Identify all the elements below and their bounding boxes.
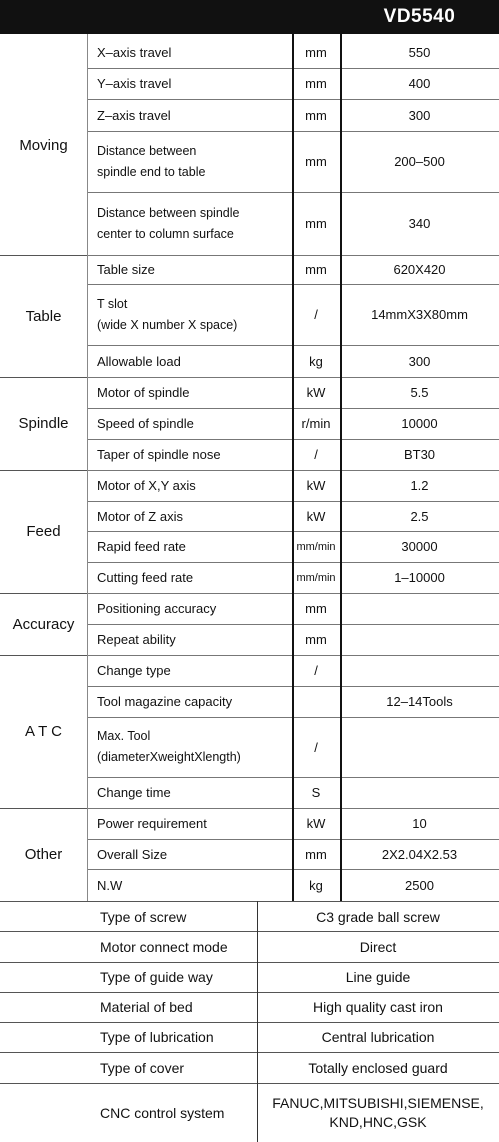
spec-unit <box>292 686 340 717</box>
spec-unit: kW <box>306 816 326 831</box>
spec-value: 2.5 <box>410 508 429 524</box>
spec-value <box>340 624 499 655</box>
feature-value: Line guide <box>345 969 411 985</box>
column-divider <box>87 34 88 901</box>
column-divider <box>292 34 294 901</box>
feature-value: Central lubrication <box>321 1029 435 1045</box>
feature-label: Motor connect mode <box>100 938 228 955</box>
spec-item: Positioning accuracy <box>97 601 217 616</box>
spec-unit: mm <box>305 632 327 647</box>
spec-unit: r/min <box>301 416 331 431</box>
spec-item: Motor of spindle <box>97 385 190 400</box>
spec-item: Tool magazine capacity <box>97 694 233 709</box>
spec-item: Speed of spindle <box>97 416 194 431</box>
feature-value: C3 grade ball screw <box>316 908 440 925</box>
spec-unit: mm/min <box>296 540 336 553</box>
spec-item: Allowable load <box>97 353 181 369</box>
spec-unit: mm <box>305 44 327 60</box>
spec-item: Distance between spindle center to column surface <box>97 205 240 241</box>
spec-unit: kW <box>306 478 326 493</box>
spec-item: Cutting feed rate <box>97 570 194 585</box>
spec-value: 10000 <box>401 416 438 431</box>
group-label: Accuracy <box>12 615 75 633</box>
feature-value: High quality cast iron <box>313 999 443 1015</box>
spec-item: T slot (wide X number X space) <box>97 296 238 332</box>
spec-value: 300 <box>408 353 431 369</box>
spec-item: Power requirement <box>97 816 207 831</box>
spec-unit: / <box>314 307 318 322</box>
spec-unit: kg <box>309 353 323 369</box>
feature-value: FANUC,MITSUBISHI,SIEMENSE, KND,HNC,GSK <box>272 1094 484 1130</box>
spec-unit: mm <box>305 154 327 169</box>
spec-item: N.W <box>97 877 123 893</box>
feature-label: Type of screw <box>100 908 187 925</box>
spec-unit: kW <box>306 385 326 400</box>
spec-item: Z–axis travel <box>97 107 171 123</box>
feature-label: CNC control system <box>100 1104 225 1121</box>
spec-value: 1–10000 <box>394 570 445 585</box>
spec-unit: mm <box>305 76 327 91</box>
spec-unit: mm <box>305 107 327 123</box>
spec-value: 2X2.04X2.53 <box>381 846 458 862</box>
group-label: A T C <box>25 723 62 740</box>
group-label: Feed <box>26 523 61 540</box>
spec-item: Max. Tool (diameterXweightXlength) <box>97 729 241 764</box>
spec-unit: / <box>314 447 318 462</box>
feature-label: Type of guide way <box>100 969 213 985</box>
spec-item: Change time <box>97 785 171 800</box>
feature-label: Type of lubrication <box>100 1029 214 1045</box>
spec-item: X–axis travel <box>97 44 172 60</box>
spec-value: 340 <box>408 216 431 231</box>
spec-item: Motor of Z axis <box>97 508 183 524</box>
spec-value: 550 <box>408 44 431 60</box>
spec-value: 2500 <box>405 877 434 893</box>
spec-unit: mm <box>305 262 327 277</box>
spec-item: Motor of X,Y axis <box>97 478 196 493</box>
spec-value: 14mmX3X80mm <box>371 307 468 322</box>
spec-value <box>340 655 499 686</box>
spec-item: Overall Size <box>97 846 168 862</box>
spec-value: BT30 <box>403 447 436 462</box>
spec-unit: mm <box>305 216 327 231</box>
spec-value: 10 <box>412 816 427 831</box>
feature-value: Direct <box>359 938 397 955</box>
spec-value: 12–14Tools <box>386 694 453 709</box>
spec-value: 300 <box>408 107 431 123</box>
model-name: VD5540 <box>383 6 456 27</box>
spec-value <box>340 717 499 777</box>
spec-item: Repeat ability <box>97 632 176 647</box>
spec-value: 200–500 <box>394 154 445 169</box>
spec-value <box>340 593 499 624</box>
spec-value <box>340 777 499 808</box>
group-label: Moving <box>19 137 68 154</box>
spec-unit: / <box>314 739 318 755</box>
spec-item: Change type <box>97 663 171 678</box>
column-divider <box>340 34 342 901</box>
group-label: Spindle <box>18 415 69 432</box>
spec-unit: S <box>311 785 321 800</box>
spec-item: Rapid feed rate <box>97 539 186 554</box>
spec-unit: mm <box>305 601 327 616</box>
spec-value: 1.2 <box>410 478 429 493</box>
spec-item: Y–axis travel <box>97 76 172 91</box>
spec-unit: kW <box>306 508 326 524</box>
group-label: Other <box>24 846 63 863</box>
spec-unit: mm/min <box>296 571 336 584</box>
column-divider <box>257 901 258 1142</box>
table-header <box>0 0 499 34</box>
spec-value: 620X420 <box>393 262 446 277</box>
feature-label: Material of bed <box>100 999 193 1015</box>
spec-item: Distance between spindle end to table <box>97 143 206 179</box>
spec-unit: kg <box>309 877 323 893</box>
spec-value: 30000 <box>401 539 438 554</box>
spec-item: Taper of spindle nose <box>97 447 221 462</box>
spec-unit: mm <box>305 846 327 862</box>
spec-value: 400 <box>408 76 431 91</box>
spec-item: Table size <box>97 262 155 277</box>
spec-value: 5.5 <box>410 385 429 400</box>
group-label: Table <box>25 307 62 325</box>
spec-unit: / <box>314 663 318 678</box>
feature-value: Totally enclosed guard <box>308 1059 448 1076</box>
feature-label: Type of cover <box>100 1059 185 1076</box>
